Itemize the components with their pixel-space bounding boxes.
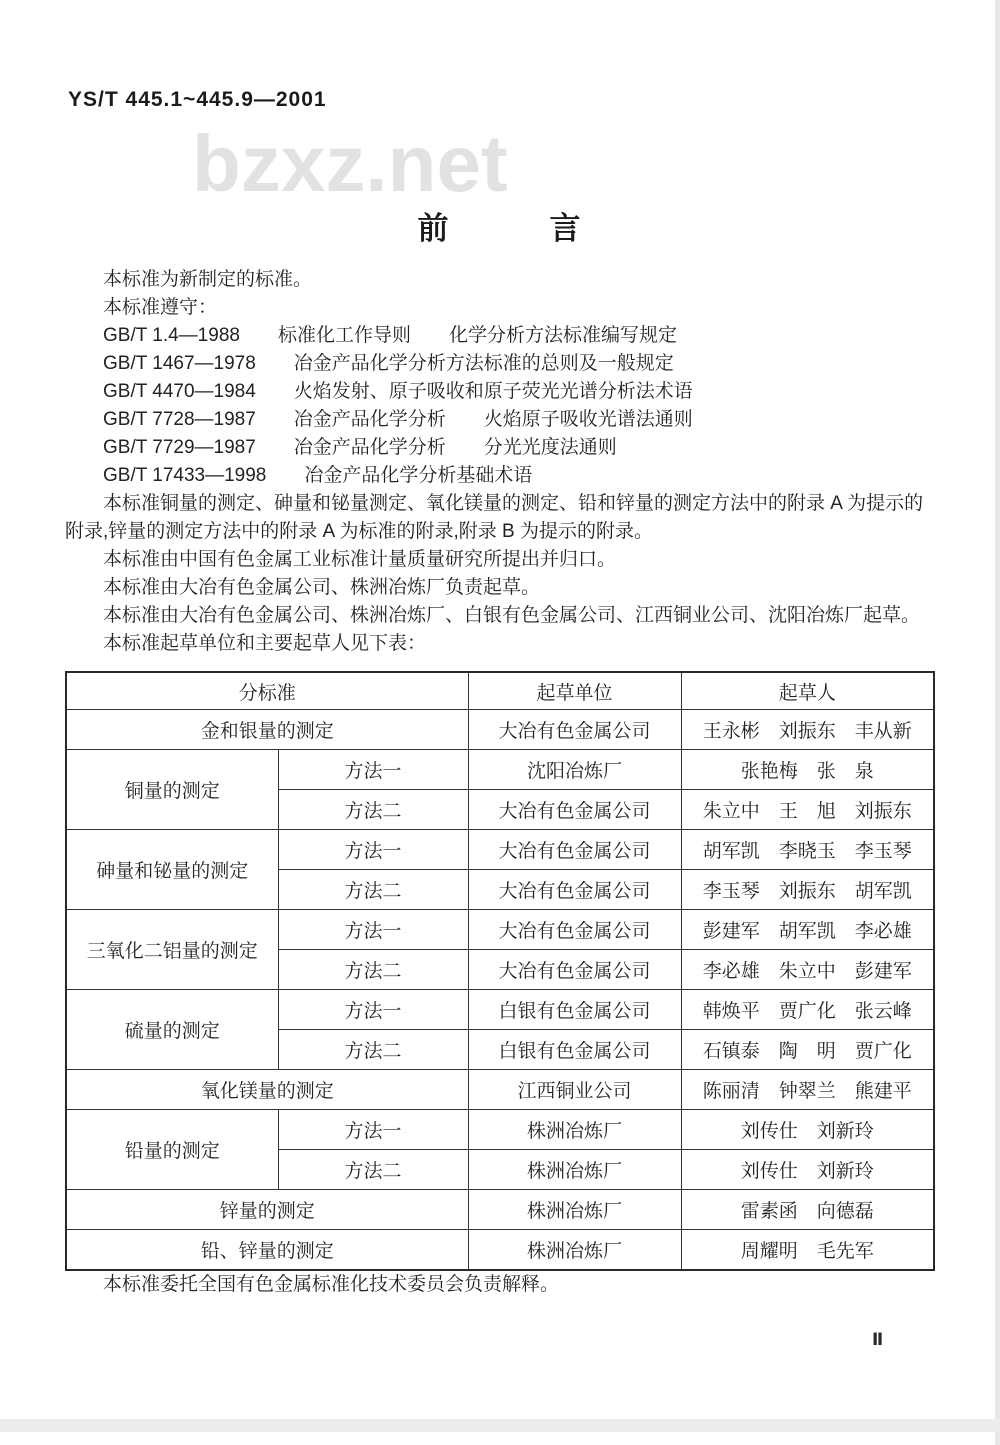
table-row (66, 1230, 934, 1271)
table-header-row (66, 672, 934, 710)
body-paragraph: 本标准遵守： (103, 297, 218, 318)
cell-drafters: 朱立中 王 旭 刘振东 (681, 790, 934, 830)
cell-drafters: 雷素函 向德磊 (681, 1190, 934, 1230)
table-row (66, 1070, 934, 1110)
page-number: Ⅱ (872, 1330, 884, 1349)
table-row (66, 990, 934, 1030)
cell-drafters: 李必雄 朱立中 彭建军 (681, 950, 934, 990)
table-row (66, 1110, 934, 1150)
cell-method: 方法二 (278, 790, 468, 830)
body-paragraph: 本标准为新制定的标准。 (103, 269, 313, 290)
cell-substandard: 砷量和铋量的测定 (66, 830, 278, 910)
cell-unit: 大冶有色金属公司 (468, 710, 681, 750)
cell-substandard: 硫量的测定 (66, 990, 278, 1070)
cell-substandard: 三氧化二铝量的测定 (66, 910, 278, 990)
cell-method: 方法一 (278, 1110, 468, 1150)
cell-unit: 白银有色金属公司 (468, 990, 681, 1030)
watermark-text: bzxz.net (192, 119, 508, 208)
body-paragraph: GB/T 1.4—1988 标准化工作导则 化学分析方法标准编写规定 (103, 325, 677, 346)
cell-method: 方法一 (278, 830, 468, 870)
cell-unit: 大冶有色金属公司 (468, 950, 681, 990)
cell-unit: 大冶有色金属公司 (468, 870, 681, 910)
cell-unit: 大冶有色金属公司 (468, 910, 681, 950)
drafters-table (65, 671, 935, 1271)
cell-substandard: 铅量的测定 (66, 1110, 278, 1190)
body-paragraph: GB/T 4470—1984 火焰发射、原子吸收和原子荧光光谱分析法术语 (103, 381, 693, 402)
body-paragraph: GB/T 17433—1998 冶金产品化学分析基础术语 (103, 465, 533, 486)
cell-substandard: 锌量的测定 (66, 1190, 468, 1230)
cell-method: 方法二 (278, 870, 468, 910)
cell-unit: 沈阳冶炼厂 (468, 750, 681, 790)
cell-method: 方法二 (278, 1150, 468, 1190)
table-row (66, 750, 934, 790)
cell-substandard: 铅、锌量的测定 (66, 1230, 468, 1271)
cell-substandard: 氧化镁量的测定 (66, 1070, 468, 1110)
cell-substandard: 金和银量的测定 (66, 710, 468, 750)
scan-edge-bottom (0, 1419, 1000, 1432)
cell-drafters: 张艳梅 张 泉 (681, 750, 934, 790)
body-paragraph: 本标准铜量的测定、砷量和铋量测定、氧化镁量的测定、铅和锌量的测定方法中的附录 A 为提示的附录,锌量的测定方法中的附录 A 为标准的附录,附录 B 为提示的附录。 (65, 493, 924, 542)
cell-unit: 白银有色金属公司 (468, 1030, 681, 1070)
body-paragraph: GB/T 1467—1978 冶金产品化学分析方法标准的总则及一般规定 (103, 353, 674, 374)
body-paragraph: 本标准由大冶有色金属公司、株洲冶炼厂负责起草。 (103, 577, 541, 598)
cell-drafters: 周耀明 毛先军 (681, 1230, 934, 1271)
cell-unit: 株洲冶炼厂 (468, 1230, 681, 1271)
cell-drafters: 韩焕平 贾广化 张云峰 (681, 990, 934, 1030)
header-substandard: 分标准 (66, 672, 468, 710)
page-title: 前 言 (417, 211, 583, 246)
interpretation-note: 本标准委托全国有色金属标准化技术委员会负责解释。 (103, 1274, 560, 1295)
body-paragraph: 本标准由大冶有色金属公司、株洲冶炼厂、白银有色金属公司、江西铜业公司、沈阳冶炼厂起草。 (103, 605, 921, 626)
document-body (65, 266, 937, 1299)
cell-drafters: 李玉琴 刘振东 胡军凯 (681, 870, 934, 910)
cell-unit: 大冶有色金属公司 (468, 790, 681, 830)
cell-method: 方法一 (278, 990, 468, 1030)
body-paragraph: GB/T 7729—1987 冶金产品化学分析 分光光度法通则 (103, 437, 617, 458)
cell-unit: 大冶有色金属公司 (468, 830, 681, 870)
table-row (66, 1190, 934, 1230)
cell-drafters: 彭建军 胡军凯 李必雄 (681, 910, 934, 950)
body-paragraph: 本标准起草单位和主要起草人见下表： (103, 633, 427, 654)
cell-unit: 株洲冶炼厂 (468, 1110, 681, 1150)
cell-drafters: 刘传仕 刘新玲 (681, 1110, 934, 1150)
cell-method: 方法二 (278, 950, 468, 990)
cell-drafters: 王永彬 刘振东 丰从新 (681, 710, 934, 750)
cell-drafters: 石镇泰 陶 明 贾广化 (681, 1030, 934, 1070)
cell-unit: 株洲冶炼厂 (468, 1190, 681, 1230)
cell-drafters: 陈丽清 钟翠兰 熊建平 (681, 1070, 934, 1110)
cell-drafters: 胡军凯 李晓玉 李玉琴 (681, 830, 934, 870)
cell-method: 方法一 (278, 750, 468, 790)
table-row (66, 830, 934, 870)
cell-method: 方法二 (278, 1030, 468, 1070)
header-unit: 起草单位 (468, 672, 681, 710)
cell-method: 方法一 (278, 910, 468, 950)
table-row (66, 710, 934, 750)
cell-unit: 江西铜业公司 (468, 1070, 681, 1110)
cell-substandard: 铜量的测定 (66, 750, 278, 830)
cell-unit: 株洲冶炼厂 (468, 1150, 681, 1190)
standard-code-header: YS/T 445.1~445.9—2001 (68, 88, 327, 111)
cell-drafters: 刘传仕 刘新玲 (681, 1150, 934, 1190)
body-paragraph: 本标准由中国有色金属工业标准计量质量研究所提出并归口。 (103, 549, 617, 570)
table-row (66, 910, 934, 950)
header-drafters: 起草人 (681, 672, 934, 710)
scan-edge-right (995, 0, 1000, 1445)
body-paragraph: GB/T 7728—1987 冶金产品化学分析 火焰原子吸收光谱法通则 (103, 409, 693, 430)
